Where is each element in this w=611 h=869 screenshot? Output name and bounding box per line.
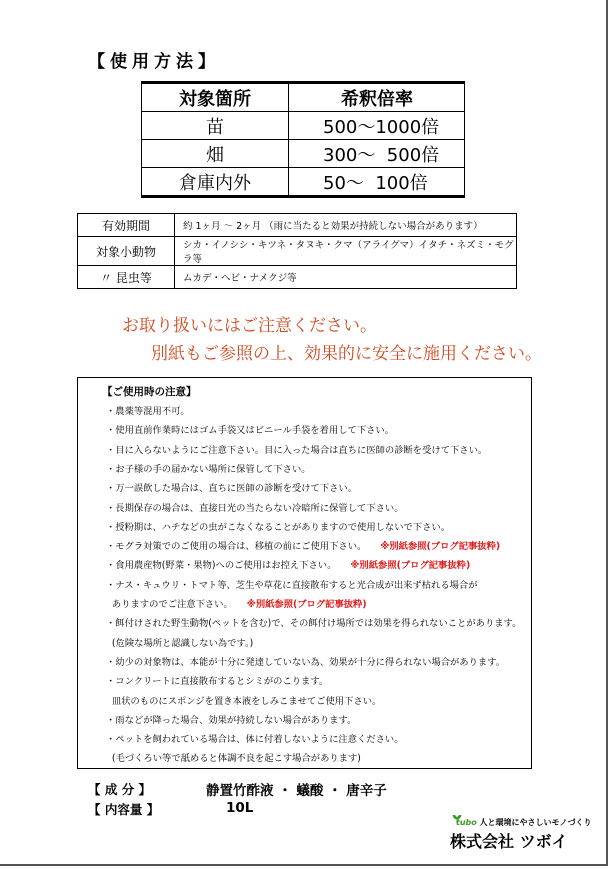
caution-text: ・ナス・キュウリ・トマト等、芝生や草花に直接散布すると光合成が出来ず枯れる場合が: [106, 579, 478, 591]
cautions-title: 【ご使用時の注意】: [102, 386, 197, 398]
dilution-header-row: [142, 83, 465, 112]
ingredients-value: 静置竹酢液 ・ 蟻酸 ・ 唐辛子: [206, 783, 387, 799]
caution-text: ・農薬等混用不可。: [106, 406, 190, 417]
logo-tagline: 人と環境にやさしいモノづくり: [479, 818, 592, 827]
info-row: [78, 214, 517, 237]
caution-item: [106, 696, 381, 708]
caution-text: ・目に入らないようにご注意下さい。目に入った場合は直ちに医師の診断を受けて下さい。: [106, 444, 488, 456]
info-row: [78, 266, 517, 289]
caution-item: [106, 734, 404, 746]
caution-text: ・雨などが降った場合、効果が持続しない場合があります。: [106, 714, 357, 726]
caution-item: [106, 753, 361, 765]
dilution-place: 畑: [142, 140, 289, 168]
caution-text: ・餌付けされた野生動物(ペットを含む)で、その餌付け場所では効果を得られないことがあります。: [106, 618, 522, 630]
company-logo: [450, 815, 600, 855]
logo-tagline-group: [456, 817, 591, 828]
caution-item: [106, 483, 357, 495]
dilution-rate: 300～ 500倍: [289, 140, 465, 168]
header-rate: 希釈倍率: [289, 83, 465, 112]
section-title: 【使用方法】: [88, 52, 220, 72]
dilution-row: [142, 140, 465, 168]
logo-brand: tubo: [456, 818, 477, 827]
info-value: シカ・イノシシ・キツネ・タヌキ・クマ（アライグマ）イタチ・ネズミ・モグラ等: [175, 237, 517, 266]
volume-value: 10L: [226, 800, 254, 816]
volume-label: 【 内容量 】: [88, 802, 160, 817]
caution-text: ・食用農産物(野菜・果物)へのご使用はお控え下さい。: [106, 560, 337, 572]
cautions-box: [77, 377, 532, 769]
caution-item: [106, 464, 311, 476]
info-value: 約 1ヶ月 ～ 2ヶ月 （雨に当たると効果が持続しない場合があります）: [175, 214, 517, 237]
caution-item: [106, 580, 478, 592]
info-value: ムカデ・ヘビ・ナメクジ等: [175, 266, 517, 289]
notice-line-1: お取り扱いにはご注意ください。: [122, 316, 377, 336]
caution-text: ・長期保存の場合は、直接日光の当たらない冷暗所に保管して下さい。: [106, 502, 404, 514]
caution-text: ・ペットを飼われている場合は、体に付着しないように注意ください。: [106, 734, 404, 746]
dilution-row: [142, 112, 465, 140]
caution-item: [106, 676, 328, 688]
dilution-place: 倉庫内外: [142, 168, 289, 197]
caution-text: ・お子様の手の届かない場所に保管して下さい。: [106, 463, 311, 475]
caution-text: ・コンクリートに直接散布するとシミがのこります。: [106, 676, 329, 688]
dilution-table: [141, 81, 465, 198]
caution-item: [106, 618, 521, 630]
caution-item: [106, 406, 190, 418]
dilution-rate: 50～ 100倍: [289, 168, 465, 197]
caution-text: ・授粉期は、ハチなどの虫がこなくなることがありますので使用しないで下さい。: [106, 521, 450, 533]
caution-text: ・使用直前作業時にはゴム手袋又はビニール手袋を着用して下さい。: [106, 425, 395, 437]
caution-item: [106, 657, 505, 669]
caution-reference-note: ※別紙参照(ブログ記事抜粋): [350, 560, 471, 572]
dilution-rate: 500～1000倍: [289, 112, 465, 140]
caution-text: (危険な場所と認識しない為です。): [106, 637, 254, 649]
header-place: 対象箇所: [142, 83, 289, 112]
caution-reference-note: ※別紙参照(ブログ記事抜粋): [246, 599, 367, 610]
caution-item: [106, 503, 404, 515]
ingredients-label: 【 成 分 】: [88, 782, 152, 797]
caution-text: ありますのでご注意下さい。: [106, 599, 233, 610]
info-row: [78, 237, 517, 266]
info-key: 対象小動物: [78, 237, 175, 266]
caution-item: [106, 541, 500, 553]
caution-reference-note: ※別紙参照(ブログ記事抜粋): [380, 541, 501, 553]
caution-item: [106, 715, 356, 727]
caution-text: ・万一誤飲した場合は、直ちに医師の診断を受けて下さい。: [106, 483, 358, 495]
caution-text: 皿状のものにスポンジを置き本液をしみこませてご使用下さい。: [106, 695, 382, 707]
caution-item: [106, 560, 470, 572]
caution-item: [106, 425, 394, 437]
info-key: 〃 昆虫等: [78, 266, 175, 289]
caution-item: [106, 638, 253, 650]
company-name: 株式会社 ツボイ: [450, 832, 568, 851]
info-key: 有効期間: [78, 214, 175, 237]
caution-text: (毛づくろい等で舐めると体調不良を起こす場合があります): [106, 753, 361, 765]
caution-item: [106, 445, 487, 457]
caution-item: [106, 522, 450, 534]
caution-text: ・幼少の対象物は、本能が十分に発達していない為、効果が十分に得られない場合があります。: [106, 656, 506, 668]
notice-line-2: 別紙もご参照の上、効果的に安全に施用ください。: [151, 344, 542, 364]
caution-text: ・モグラ対策でのご使用の場合は、移植の前にご使用下さい。: [106, 541, 367, 553]
dilution-row: [142, 168, 465, 197]
caution-item: [106, 599, 367, 611]
info-table: [77, 213, 517, 289]
dilution-place: 苗: [142, 112, 289, 140]
